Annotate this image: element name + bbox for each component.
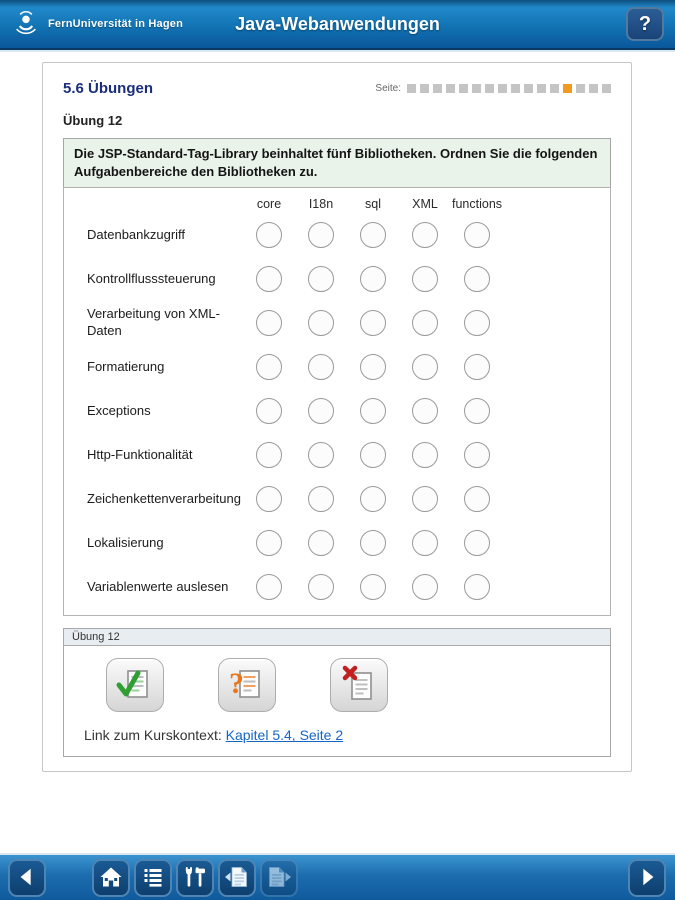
- next-page-button[interactable]: [260, 859, 298, 897]
- matrix-row: [64, 213, 610, 257]
- page-indicator-label: Seite:: [375, 83, 401, 94]
- university-logo: [10, 6, 183, 43]
- panel-body: [64, 646, 610, 756]
- radio-row9-xml[interactable]: [412, 574, 438, 600]
- page-square[interactable]: [589, 84, 598, 93]
- course-context-link[interactable]: Kapitel 5.4, Seite 2: [225, 727, 344, 744]
- panel-title: Übung 12: [64, 629, 610, 646]
- arrow-left-icon: [16, 866, 38, 891]
- app-title: Java-Webanwendungen: [235, 13, 440, 34]
- exercise-title: Übung 12: [63, 113, 123, 128]
- svg-text:?: ?: [229, 666, 244, 700]
- page-indicator-squares: [407, 84, 611, 93]
- radio-row6-functions[interactable]: [464, 442, 490, 468]
- course-context-line: [84, 727, 590, 743]
- radio-row4-sql[interactable]: [360, 354, 386, 380]
- page-square[interactable]: [420, 84, 429, 93]
- radio-row8-sql[interactable]: [360, 530, 386, 556]
- radio-row3-core[interactable]: [256, 310, 282, 336]
- matrix-row: [64, 477, 610, 521]
- page-square[interactable]: [511, 84, 520, 93]
- radio-row1-functions[interactable]: [464, 222, 490, 248]
- matrix-column-header-functions: functions: [451, 197, 503, 212]
- radio-row3-sql[interactable]: [360, 310, 386, 336]
- matrix-column-header-sql: sql: [365, 197, 381, 212]
- matrix-row-label: Kontrollflusssteuerung: [87, 270, 216, 286]
- radio-row3-i18n[interactable]: [308, 310, 334, 336]
- instruction-box: Die JSP-Standard-Tag-Library beinhaltet fünf Bibliotheken. Ordnen Sie die folgenden Aufgabenbereiche den Bibliotheken zu.: [63, 138, 611, 188]
- fernuni-emblem-icon: [10, 6, 42, 43]
- home-button[interactable]: [92, 859, 130, 897]
- matrix-row-label: Variablenwerte auslesen: [87, 578, 229, 594]
- radio-row2-core[interactable]: [256, 266, 282, 292]
- list-icon: [141, 865, 165, 892]
- matrix-row-label: Formatierung: [87, 358, 165, 374]
- app-header: [0, 0, 675, 50]
- radio-row9-functions[interactable]: [464, 574, 490, 600]
- help-button[interactable]: [626, 7, 664, 41]
- previous-page-button[interactable]: [218, 859, 256, 897]
- matrix-row: [64, 345, 610, 389]
- page-square[interactable]: [498, 84, 507, 93]
- radio-row1-core[interactable]: [256, 222, 282, 248]
- matrix-row: [64, 433, 610, 477]
- radio-row4-core[interactable]: [256, 354, 282, 380]
- matrix-row-label: Lokalisierung: [87, 534, 164, 550]
- radio-row6-sql[interactable]: [360, 442, 386, 468]
- matrix-row-label: Verarbeitung von XML-Daten: [87, 306, 220, 339]
- document-previous-icon: [224, 865, 250, 892]
- radio-row2-xml[interactable]: [412, 266, 438, 292]
- table-of-contents-button[interactable]: [134, 859, 172, 897]
- page-square[interactable]: [472, 84, 481, 93]
- radio-row5-functions[interactable]: [464, 398, 490, 424]
- radio-row5-sql[interactable]: [360, 398, 386, 424]
- radio-row2-functions[interactable]: [464, 266, 490, 292]
- radio-row2-i18n[interactable]: [308, 266, 334, 292]
- radio-row7-functions[interactable]: [464, 486, 490, 512]
- radio-row8-xml[interactable]: [412, 530, 438, 556]
- university-name: FernUniversität in Hagen: [48, 18, 183, 30]
- matrix-column-header-core: core: [256, 197, 282, 212]
- page-square[interactable]: [602, 84, 611, 93]
- bottom-navigation-bar: [0, 853, 675, 900]
- radio-row3-xml[interactable]: [412, 310, 438, 336]
- radio-row7-sql[interactable]: [360, 486, 386, 512]
- reset-answer-button[interactable]: [330, 658, 388, 712]
- answer-matrix: [63, 187, 611, 616]
- radio-row4-i18n[interactable]: [308, 354, 334, 380]
- question-mark-icon: ?: [638, 12, 652, 35]
- forward-button[interactable]: [628, 859, 666, 897]
- matrix-row-label: Exceptions: [87, 402, 151, 418]
- radio-row7-xml[interactable]: [412, 486, 438, 512]
- page-square[interactable]: [433, 84, 442, 93]
- radio-row7-i18n[interactable]: [308, 486, 334, 512]
- matrix-row: [64, 389, 610, 433]
- back-button[interactable]: [8, 859, 46, 897]
- matrix-row: [64, 565, 610, 609]
- radio-row5-core[interactable]: [256, 398, 282, 424]
- matrix-row: [64, 257, 610, 301]
- radio-row5-i18n[interactable]: [308, 398, 334, 424]
- document-next-icon: [266, 865, 292, 892]
- home-icon: [99, 865, 123, 892]
- radio-row9-i18n[interactable]: [308, 574, 334, 600]
- page-square[interactable]: [446, 84, 455, 93]
- radio-row3-functions[interactable]: [464, 310, 490, 336]
- radio-row6-xml[interactable]: [412, 442, 438, 468]
- radio-row1-xml[interactable]: [412, 222, 438, 248]
- radio-row1-sql[interactable]: [360, 222, 386, 248]
- radio-row2-sql[interactable]: [360, 266, 386, 292]
- arrow-right-icon: [636, 866, 658, 891]
- page-square-current[interactable]: [563, 84, 572, 93]
- content-card: [42, 62, 632, 772]
- radio-row9-core[interactable]: [256, 574, 282, 600]
- matrix-row-label: Datenbankzugriff: [87, 226, 186, 242]
- page-indicator: [375, 83, 611, 94]
- course-context-label: Link zum Kurskontext:: [84, 727, 222, 744]
- radio-row4-xml[interactable]: [412, 354, 438, 380]
- matrix-row: [64, 301, 610, 345]
- document-clear-icon: [339, 664, 379, 707]
- radio-row8-functions[interactable]: [464, 530, 490, 556]
- matrix-column-header-xml: XML: [412, 197, 438, 212]
- radio-row6-i18n[interactable]: [308, 442, 334, 468]
- tools-button[interactable]: [176, 859, 214, 897]
- document-check-icon: [115, 664, 155, 707]
- radio-row8-core[interactable]: [256, 530, 282, 556]
- page-square[interactable]: [576, 84, 585, 93]
- radio-row7-core[interactable]: [256, 486, 282, 512]
- page-square[interactable]: [537, 84, 546, 93]
- show-solution-button[interactable]: [218, 658, 276, 712]
- page-square[interactable]: [524, 84, 533, 93]
- tools-icon: [183, 865, 207, 892]
- radio-row9-sql[interactable]: [360, 574, 386, 600]
- page-square[interactable]: [407, 84, 416, 93]
- check-answer-button[interactable]: [106, 658, 164, 712]
- matrix-row-label: Zeichenkettenverarbeitung: [87, 490, 241, 506]
- exercise-panel: [63, 628, 611, 757]
- matrix-row: [64, 521, 610, 565]
- matrix-row-label: Http-Funktionalität: [87, 446, 193, 462]
- matrix-header-row: [64, 188, 610, 213]
- section-title: 5.6 Übungen: [63, 80, 154, 97]
- radio-row8-i18n[interactable]: [308, 530, 334, 556]
- radio-row4-functions[interactable]: [464, 354, 490, 380]
- radio-row1-i18n[interactable]: [308, 222, 334, 248]
- matrix-column-header-i18n: I18n: [308, 197, 334, 212]
- radio-row6-core[interactable]: [256, 442, 282, 468]
- card-head: [63, 80, 611, 97]
- panel-buttons: [106, 658, 590, 712]
- page-square[interactable]: [550, 84, 559, 93]
- radio-row5-xml[interactable]: [412, 398, 438, 424]
- document-question-icon: [227, 664, 267, 707]
- matrix-rows: [64, 213, 610, 609]
- page-square[interactable]: [459, 84, 468, 93]
- page-square[interactable]: [485, 84, 494, 93]
